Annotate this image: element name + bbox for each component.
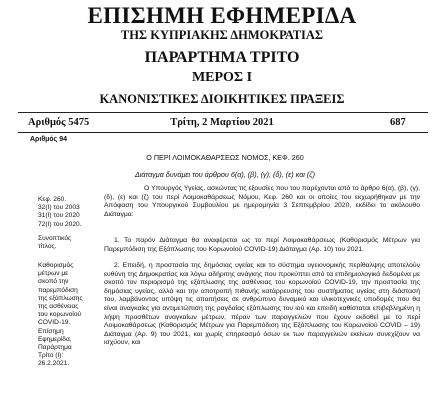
- side-note-line: 31(I) του 2020: [38, 212, 80, 220]
- page-number: 687: [390, 117, 406, 128]
- side-note-line: της ασθένειας: [38, 303, 79, 311]
- intro-paragraph: Ο Υπουργός Υγείας, ασκώντας τις εξουσίες που του παρέχονται από το άρθρο 6(α), (β), (γ), (δ), (ε) και (ζ) του περί Λοιμοκαθάρσεως Νόμου, Κεφ. 260 και οι οποίες του εκχωρήθηκαν με την Απόφαση του Υπουργικού Συμβουλίου με ημερομηνία 3 Σεπτεμβρίου 2020, εκδίδει το ακόλουθο Διάταγμα:: [104, 185, 420, 218]
- side-note-line: Τρίτο (Ι):: [38, 352, 64, 360]
- paragraph-1: 1. Το παρόν Διάταγμα θα αναφέρεται ως το περί Λοιμοκαθάρσεως (Καθορισμός Μέτρων για Παρεμπόδιση της Εξάπλωσης του Κορωνοϊού COVID-19) Διάταγμα (Αρ. 10) του 2021.: [104, 237, 420, 253]
- gazette-subtitle: ΤΗΣ ΚΥΠΡΙΑΚΗΣ ΔΗΜΟΚΡΑΤΙΑΣ: [120, 28, 324, 42]
- side-note-line: 72(I) του 2020.: [38, 220, 82, 228]
- side-note-line: μέτρων με: [38, 270, 69, 278]
- side-note-line: 26.2.2021.: [38, 360, 70, 368]
- side-note-line: Παράρτημα: [38, 344, 72, 352]
- bottom-rule: [18, 132, 428, 133]
- side-note-line: σκοπό την: [38, 278, 69, 286]
- side-note-legislation: [38, 196, 100, 229]
- side-note-line: του κορωνοϊού: [38, 311, 82, 319]
- side-note-line: Επίσημη: [38, 327, 64, 335]
- side-note-line: παρεμπόδιση: [38, 286, 78, 294]
- law-title: Ο ΠΕΡΙ ΛΟΙΜΟΚΑΘΑΡΣΕΩΣ ΝΟΜΟΣ, ΚΕΦ. 260: [146, 153, 304, 162]
- issue-number: Αριθμός 5475: [28, 117, 90, 128]
- top-rule: [18, 112, 428, 113]
- side-note-line: της εξάπλωσης: [38, 294, 83, 302]
- paragraph-2: 2. Επειδή, η προστασία της δημόσιας υγείας και το σύστημα υγειονομικής περίθαλψης αποτελούν ευθύνη της Δημοκρατίας και λόγω αδήριτης ανάγκης που προκύπτει από τα επιδημιολογικά δεδομένα με σκοπό τον περιορισμό της εξάπλωσης της ασθένειας του κορωνοϊού COVID-19, την προστασία της δημόσιας υγείας, αλλά και την αποτροπή πιθανής κατάρρευσης του συστήματος υγείας στη διάστασή του, λαμβάνοντας υπόψη τις απαιτήσεις σε ανθρώπινο δυναμικό και υλικοτεχνικές υποδομές που θα είναι αναγκαίες για αντιμετώπιση της ραγδαίας εξάπλωσης του ιού και επειδή καθίσταται επιβεβλημένη η λήψη προσθέτων αναγκαίων μέτρων, πέραν των παραγγελιών που έχουν εκδοθεί με το περί Λοιμοκαθάρσεως (Καθορισμός Μέτρων για Παρεμπόδιση της Εξάπλωσης του Κορωνοϊού COVID – 19) Διάταγμα (Αρ. 9) του 2021, και χωρίς επηρεασμό όσων εκ των παραγγελιών εκείνων συνεχίζουν να ισχύουν, και: [104, 262, 420, 347]
- decree-basis: Διάταγμα δυνάμει του άρθρου 6(α), (β), (γ), (δ), (ε) και (ζ): [134, 170, 316, 179]
- side-note-line: Κεφ. 260.: [38, 196, 67, 203]
- side-note-line: Συνοπτικός: [38, 235, 72, 242]
- side-note-line: 32(I) του 2003: [38, 204, 80, 212]
- gazette-title: ΕΠΙΣΗΜΗ ΕΦΗΜΕΡΙΔΑ: [87, 3, 357, 28]
- part-title: ΜΕΡΟΣ Ι: [191, 70, 253, 85]
- document-reference: Αριθμός 94: [30, 136, 68, 143]
- issue-date: Τρίτη, 2 Μαρτίου 2021: [170, 117, 274, 128]
- side-note-line: τίτλος.: [38, 243, 57, 251]
- side-note-line: Καθορισμός: [38, 262, 74, 269]
- side-note-line: Εφημερίδα,: [38, 335, 72, 343]
- side-note-measures: [38, 262, 100, 369]
- side-note-line: COVID-19.: [38, 319, 71, 327]
- side-note-short-title: [38, 235, 100, 251]
- supplement-title: ΠΑΡΑΡΤΗΜΑ ΤΡΙΤΟ: [144, 49, 300, 66]
- category-title: ΚΑΝΟΝΙΣΤΙΚΕΣ ΔΙΟΙΚΗΤΙΚΕΣ ΠΡΑΞΕΙΣ: [99, 92, 345, 106]
